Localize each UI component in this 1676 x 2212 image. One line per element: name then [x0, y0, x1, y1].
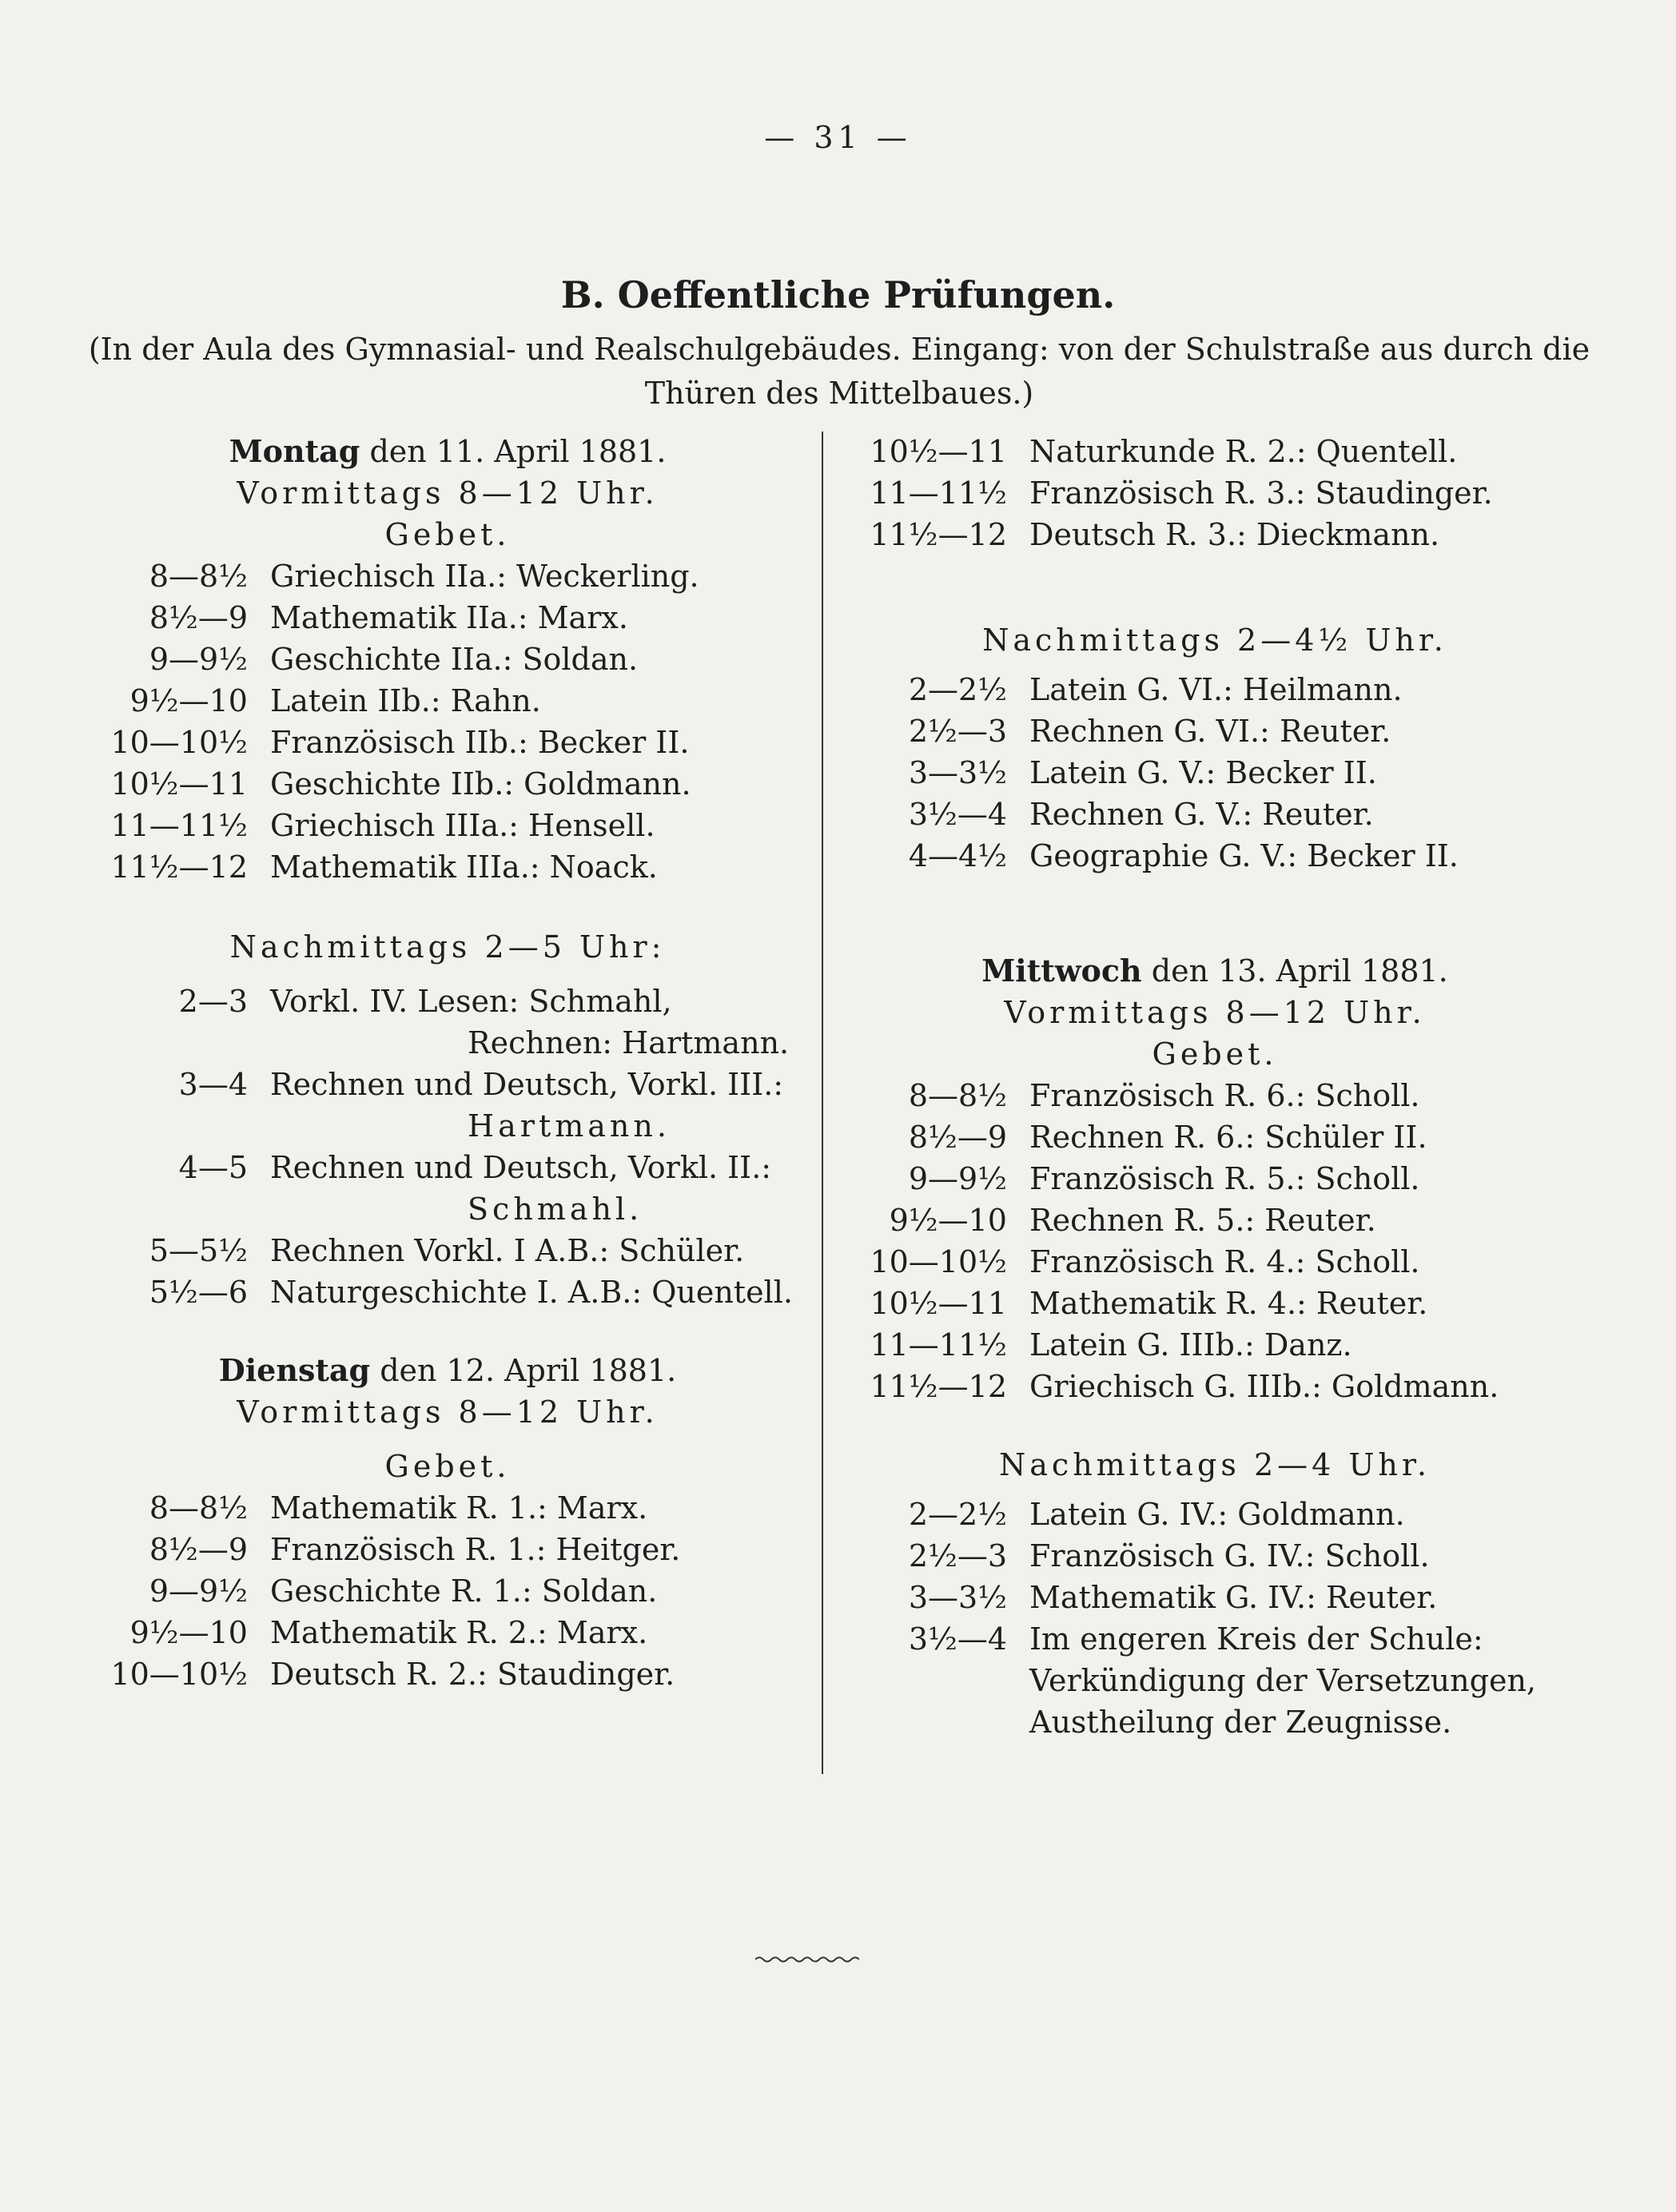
slot-time: 9—9½ [908, 1161, 1007, 1196]
day-heading-monday [96, 432, 799, 471]
page-number: — 31 — [764, 120, 912, 155]
slot-time: 3—3½ [908, 755, 1007, 790]
schedule-row [855, 1536, 1430, 1576]
schedule-row [96, 722, 689, 762]
day-name: Montag [229, 433, 360, 469]
slot-text: Rechnen und Deutsch, Vorkl. III.: [270, 1067, 784, 1102]
slot-text: Geographie G. V.: Becker II. [1029, 838, 1459, 873]
slot-text: Französisch G. IV.: Scholl. [1029, 1538, 1430, 1573]
slot-text: Mathematik IIIa.: Noack. [270, 849, 658, 885]
slot-time: 11—11½ [110, 808, 248, 843]
schedule-row [855, 1200, 1376, 1240]
day-date: den 13. April 1881. [1151, 953, 1448, 989]
session-heading: Nachmittags 2—5 Uhr: [229, 929, 666, 965]
slot-time: 2—3 [178, 984, 248, 1019]
slot-text: Deutsch R. 3.: Dieckmann. [1029, 517, 1440, 552]
session-heading: Vormittags 8—12 Uhr. [237, 1394, 659, 1430]
slot-text: Geschichte R. 1.: Soldan. [270, 1573, 658, 1609]
slot-text: Französisch IIb.: Becker II. [270, 725, 690, 760]
slot-time: 8—8½ [149, 559, 248, 594]
slot-text: Französisch R. 5.: Scholl. [1029, 1161, 1420, 1196]
prayer-label: Gebet. [384, 1449, 511, 1484]
slot-time: 10—10½ [110, 1657, 248, 1692]
schedule-row [855, 1325, 1352, 1365]
schedule-row [855, 515, 1439, 555]
slot-text: Latein G. IIIb.: Danz. [1029, 1327, 1352, 1363]
slot-text: Latein G. V.: Becker II. [1029, 755, 1377, 790]
slot-text: Mathematik R. 2.: Marx. [270, 1615, 648, 1650]
schedule-row [96, 1571, 657, 1611]
slot-time: 8½—9 [149, 600, 248, 635]
slot-text: Latein G. VI.: Heilmann. [1029, 672, 1403, 707]
schedule-row [855, 432, 1457, 471]
slot-time: 11½—12 [110, 849, 248, 885]
day-date: den 12. April 1881. [380, 1353, 677, 1388]
slot-time: 2—2½ [908, 1497, 1007, 1532]
slot-time: 9—9½ [149, 642, 248, 677]
slot-time: 4—5 [178, 1150, 248, 1185]
slot-time: 9½—10 [129, 683, 248, 718]
slot-time: 10—10½ [870, 1244, 1007, 1279]
day-name: Mittwoch [981, 953, 1142, 989]
slot-time: 3½—4 [908, 797, 1007, 832]
schedule-row [96, 556, 699, 596]
schedule-row [96, 1613, 647, 1653]
column-divider [822, 432, 823, 1774]
day-heading-wednesday [855, 951, 1574, 991]
slot-text: Griechisch IIIa.: Hensell. [270, 808, 655, 843]
day-date: den 11. April 1881. [369, 434, 667, 469]
schedule-row [855, 1283, 1427, 1323]
slot-time: 10—10½ [110, 725, 248, 760]
slot-text: Rechnen G. VI.: Reuter. [1029, 714, 1391, 749]
schedule-row [855, 1117, 1427, 1157]
slot-text: Im engeren Kreis der Schule: [1029, 1621, 1483, 1657]
schedule-row [855, 836, 1459, 876]
schedule-row [855, 753, 1377, 793]
slot-text: Rechnen und Deutsch, Vorkl. II.: [270, 1150, 772, 1185]
slot-text: Mathematik IIa.: Marx. [270, 600, 628, 635]
slot-time: 3—4 [178, 1067, 248, 1102]
slot-text: Geschichte IIb.: Goldmann. [270, 766, 691, 802]
slot-time: 11½—12 [870, 1369, 1007, 1404]
slot-time: 5—5½ [149, 1233, 248, 1268]
slot-text: Naturkunde R. 2.: Quentell. [1029, 434, 1458, 469]
schedule-row [855, 711, 1391, 751]
slot-time: 9½—10 [129, 1615, 248, 1650]
prayer-label: Gebet. [1152, 1036, 1278, 1072]
schedule-row [96, 1530, 680, 1569]
day-name: Dienstag [218, 1352, 371, 1388]
schedule-row [96, 1272, 793, 1312]
slot-text: Rechnen Vorkl. I A.B.: Schüler. [270, 1233, 745, 1268]
schedule-row [96, 847, 658, 887]
slot-time: 5½—6 [149, 1275, 248, 1310]
slot-text: Griechisch IIa.: Weckerling. [270, 559, 699, 594]
schedule-row [96, 639, 638, 679]
slot-time: 9—9½ [149, 1573, 248, 1609]
slot-text: Französisch R. 4.: Scholl. [1029, 1244, 1420, 1279]
slot-time: 8½—9 [149, 1532, 248, 1567]
slot-text: Rechnen R. 6.: Schüler II. [1029, 1120, 1427, 1155]
slot-text-continuation: Austheilung der Zeugnisse. [1029, 1705, 1452, 1740]
slot-text: Mathematik R. 1.: Marx. [270, 1490, 648, 1526]
slot-time: 3½—4 [908, 1621, 1007, 1657]
slot-time: 3—3½ [908, 1580, 1007, 1615]
slot-text: Geschichte IIa.: Soldan. [270, 642, 639, 677]
session-heading: Vormittags 8—12 Uhr. [1004, 995, 1426, 1030]
schedule-row [855, 1494, 1405, 1534]
slot-time: 8—8½ [908, 1078, 1007, 1113]
slot-text: Französisch R. 1.: Heitger. [270, 1532, 681, 1567]
schedule-row [96, 598, 628, 638]
slot-time: 10½—11 [870, 434, 1007, 469]
slot-text-continuation: Verkündigung der Versetzungen, [1029, 1663, 1536, 1698]
schedule-row [96, 1654, 675, 1694]
slot-time: 2—2½ [908, 672, 1007, 707]
slot-time: 9½—10 [889, 1203, 1007, 1238]
schedule-row [855, 1159, 1420, 1199]
slot-time: 4—4½ [908, 838, 1007, 873]
schedule-row [96, 1064, 783, 1104]
schedule-row [855, 1367, 1499, 1406]
slot-text: Rechnen G. V.: Reuter. [1029, 797, 1374, 832]
schedule-row [96, 806, 655, 845]
slot-time: 8½—9 [908, 1120, 1007, 1155]
schedule-row [855, 1619, 1483, 1659]
slot-text: Vorkl. IV. Lesen: Schmahl, [270, 984, 672, 1019]
schedule-row [855, 473, 1493, 513]
slot-text: Deutsch R. 2.: Staudinger. [270, 1657, 675, 1692]
slot-text: Latein IIb.: Rahn. [270, 683, 541, 718]
schedule-row [96, 981, 672, 1021]
slot-text: Latein G. IV.: Goldmann. [1029, 1497, 1405, 1532]
slot-text: Mathematik R. 4.: Reuter. [1029, 1286, 1428, 1321]
schedule-row [96, 1148, 771, 1188]
session-heading: Nachmittags 2—4½ Uhr. [982, 623, 1447, 658]
slot-time: 2½—3 [908, 1538, 1007, 1573]
section-heading: B. Oeffentliche Prüfungen. [560, 273, 1116, 316]
slot-time: 8—8½ [149, 1490, 248, 1526]
slot-text-continuation: Schmahl. [468, 1192, 643, 1227]
slot-text: Französisch R. 6.: Scholl. [1029, 1078, 1420, 1113]
schedule-row [96, 1488, 647, 1528]
slot-time: 10½—11 [110, 766, 248, 802]
schedule-row [855, 1242, 1420, 1282]
schedule-row [855, 670, 1403, 710]
slot-text: Rechnen R. 5.: Reuter. [1029, 1203, 1376, 1238]
slot-text: Naturgeschichte I. A.B.: Quentell. [270, 1275, 793, 1310]
slot-time: 2½—3 [908, 714, 1007, 749]
slot-time: 10½—11 [870, 1286, 1007, 1321]
prayer-label: Gebet. [384, 517, 511, 552]
intro-note: (In der Aula des Gymnasial- und Realschulgebäudes. Eingang: von der Schulstraße aus durch die Thüren des Mittelbaues.) [88, 332, 1590, 411]
slot-text: Französisch R. 3.: Staudinger. [1029, 475, 1493, 511]
schedule-row [855, 1577, 1437, 1617]
slot-text-continuation: Hartmann. [468, 1108, 671, 1144]
slot-text: Mathematik G. IV.: Reuter. [1029, 1580, 1438, 1615]
slot-text: Griechisch G. IIIb.: Goldmann. [1029, 1369, 1499, 1404]
slot-time: 11—11½ [870, 475, 1007, 511]
schedule-row [855, 794, 1374, 834]
day-heading-tuesday [96, 1351, 799, 1390]
slot-time: 11½—12 [870, 517, 1007, 552]
schedule-row [96, 1231, 744, 1271]
schedule-row [855, 1076, 1420, 1116]
slot-time: 11—11½ [870, 1327, 1007, 1363]
slot-text-continuation: Rechnen: Hartmann. [468, 1025, 790, 1060]
schedule-row [96, 764, 691, 804]
session-heading: Vormittags 8—12 Uhr. [237, 475, 659, 511]
session-heading: Nachmittags 2—4 Uhr. [999, 1447, 1431, 1482]
schedule-row [96, 681, 541, 721]
ornamental-wave-rule [755, 1954, 859, 1965]
